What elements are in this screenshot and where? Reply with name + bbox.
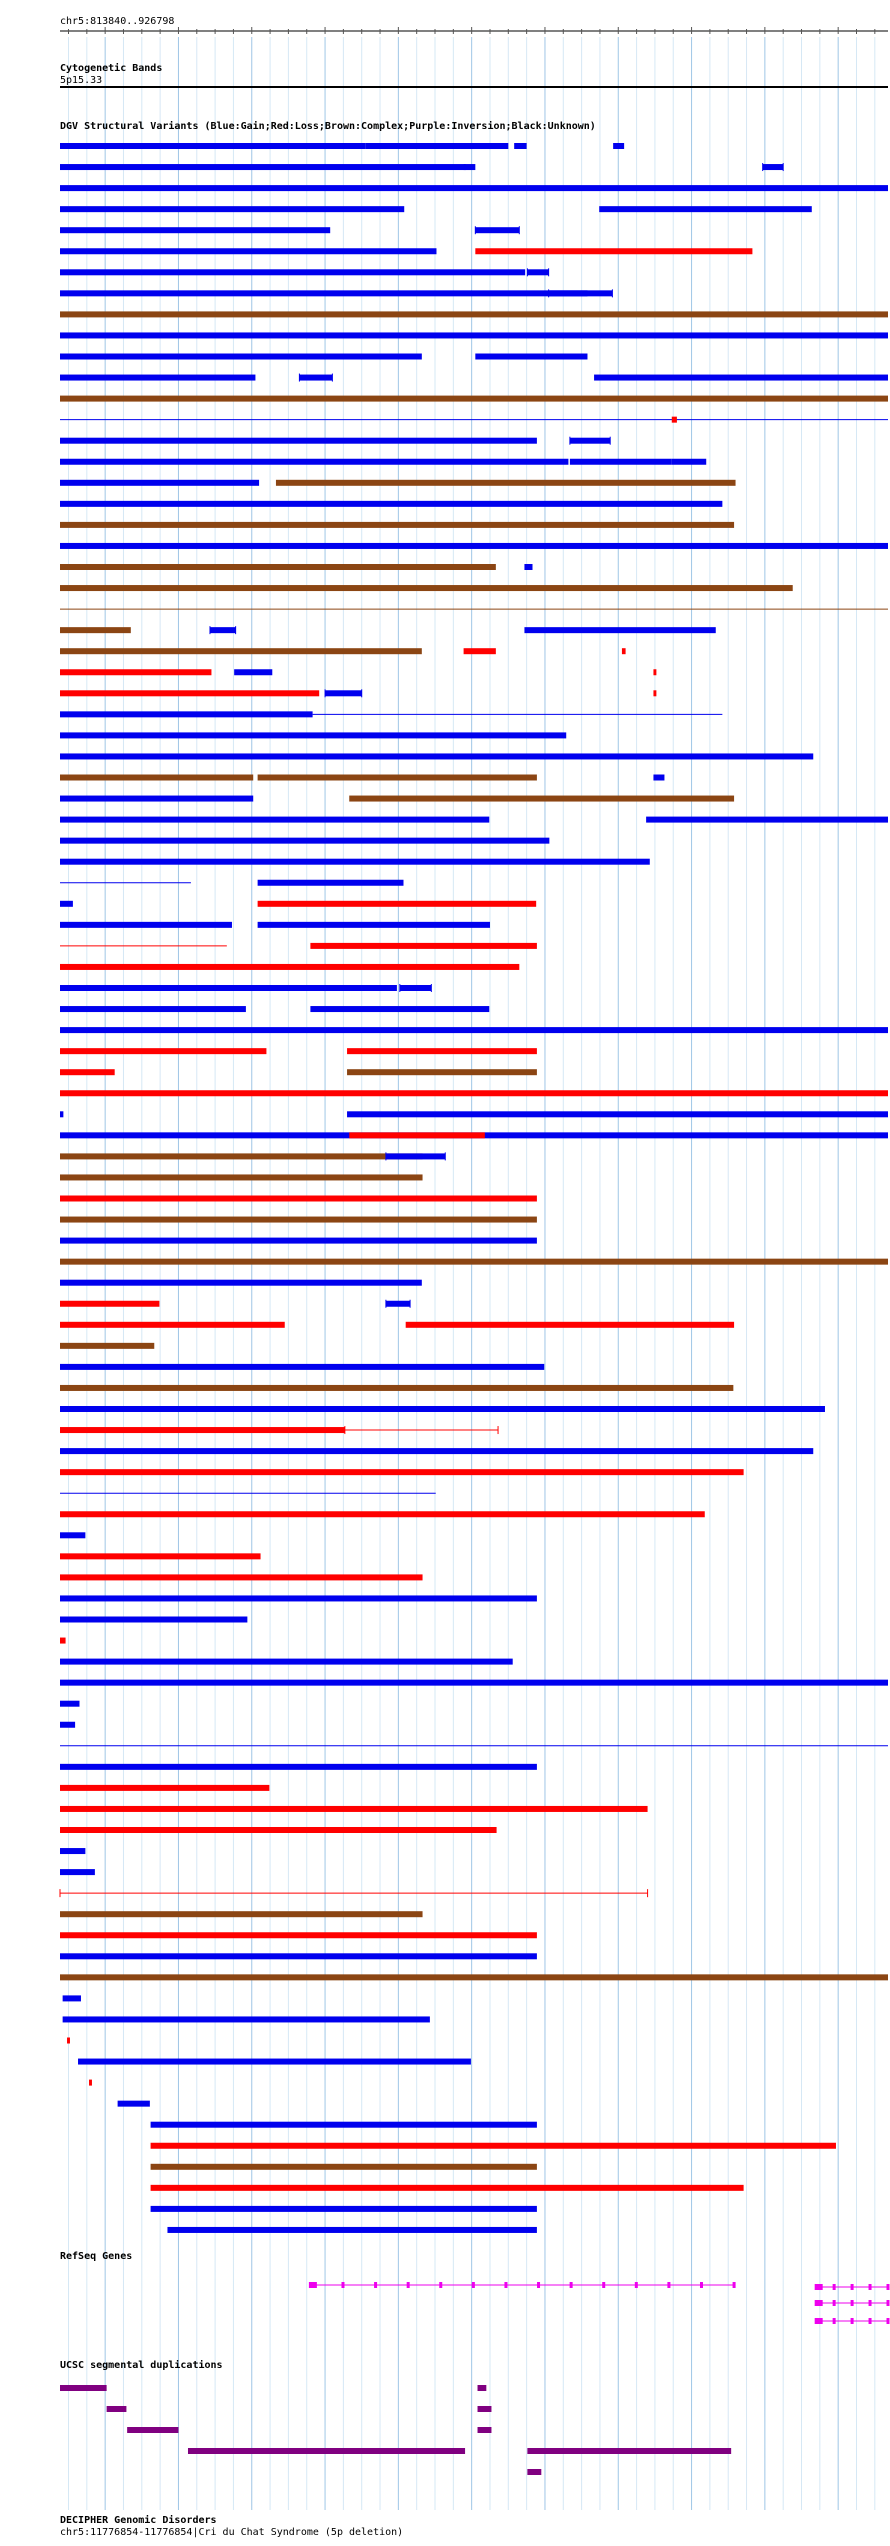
gene-exon	[833, 2300, 836, 2306]
sv-bar	[60, 1953, 537, 1959]
sv-bar	[60, 690, 319, 696]
gene-exon	[815, 2284, 823, 2290]
sv-bar	[60, 1343, 154, 1349]
track-title-refseq: RefSeq Genes	[60, 2251, 133, 2262]
sv-bar	[475, 248, 752, 254]
track-segdup	[60, 2359, 731, 2475]
gene-exon	[407, 2282, 410, 2288]
segdup-bar	[478, 2385, 487, 2391]
sv-bar	[60, 438, 537, 444]
sv-bar	[60, 901, 73, 907]
sv-bar	[60, 1806, 648, 1812]
gene-exon	[833, 2284, 836, 2290]
sv-bar	[63, 2016, 430, 2022]
gene-exon	[887, 2300, 890, 2306]
gene-exon	[851, 2318, 854, 2324]
track-title-decipher: DECIPHER Genomic Disorders	[60, 2515, 217, 2526]
segdup-bar	[478, 2427, 492, 2433]
segdup-bar	[527, 2469, 541, 2475]
segdup-bar	[478, 2406, 492, 2412]
gene-exon	[887, 2284, 890, 2290]
gene-exon	[374, 2282, 377, 2288]
gene-exon	[472, 2282, 475, 2288]
sv-bar	[60, 711, 313, 717]
sv-bar	[60, 964, 519, 970]
sv-bar	[60, 269, 525, 275]
sv-bar	[570, 459, 672, 465]
sv-bar	[60, 1238, 537, 1244]
gene-exon	[667, 2282, 670, 2288]
sv-bar	[310, 1006, 489, 1012]
sv-bar	[60, 1785, 269, 1791]
sv-bar	[60, 1448, 813, 1454]
sv-bar	[570, 438, 610, 444]
sv-bar	[60, 1701, 79, 1707]
sv-bar	[60, 375, 255, 381]
sv-bar	[60, 1069, 115, 1075]
decipher-label: chr5:11776854-11776854|Cri du Chat Syndrome (5p deletion)	[60, 2527, 404, 2538]
sv-bar	[60, 1385, 733, 1391]
sv-bar	[60, 985, 397, 991]
gene-exon	[341, 2282, 344, 2288]
sv-bar	[60, 1974, 888, 1980]
gene-exon	[602, 2282, 605, 2288]
gene-exon	[815, 2318, 823, 2324]
sv-bar	[151, 2122, 537, 2128]
sv-bar	[60, 290, 587, 296]
sv-bar	[349, 1132, 485, 1138]
gene-exon	[815, 2300, 823, 2306]
sv-bar	[60, 585, 793, 591]
sv-bar	[60, 459, 568, 465]
sv-bar	[151, 2143, 836, 2149]
sv-bar	[60, 480, 259, 486]
sv-bar	[60, 1048, 266, 1054]
sv-bar	[325, 690, 362, 696]
sv-bar	[60, 627, 131, 633]
sv-bar	[60, 1280, 422, 1286]
gene-exon	[700, 2282, 703, 2288]
sv-bar	[60, 1196, 537, 1202]
gene-exon	[570, 2282, 573, 2288]
track-cytoband	[60, 62, 888, 88]
track-decipher	[60, 2514, 403, 2538]
sv-bar	[60, 1680, 888, 1686]
sv-bar	[60, 1659, 513, 1665]
sv-bar	[347, 1111, 888, 1117]
sv-bar	[406, 1322, 734, 1328]
sv-bar	[514, 143, 526, 149]
sv-bar	[89, 2080, 92, 2086]
sv-bar	[151, 2164, 537, 2170]
sv-bar	[60, 1574, 423, 1580]
grid-lines	[69, 37, 875, 2510]
gene-exon	[439, 2282, 442, 2288]
gene-exon	[733, 2282, 736, 2288]
sv-bar	[60, 1827, 497, 1833]
sv-bar	[60, 1322, 285, 1328]
sv-bar	[763, 164, 784, 170]
sv-bar	[60, 922, 232, 928]
sv-bar	[60, 1090, 888, 1096]
sv-bar	[60, 1932, 537, 1938]
sv-bar	[60, 522, 734, 528]
sv-bar	[258, 922, 490, 928]
sv-bar	[63, 1995, 81, 2001]
sv-bar	[60, 564, 496, 570]
sv-bar	[622, 648, 626, 654]
gene-exon	[869, 2300, 872, 2306]
sv-bar	[60, 396, 888, 402]
sv-bar	[60, 1511, 705, 1517]
sv-bar	[653, 775, 664, 781]
sv-bar	[594, 375, 888, 381]
sv-bar	[167, 2227, 536, 2233]
track-title-segdup: UCSC segmental duplications	[60, 2360, 223, 2371]
sv-bar	[365, 143, 508, 149]
sv-bar	[386, 1301, 410, 1307]
sv-bar	[524, 564, 532, 570]
sv-bar	[60, 1027, 888, 1033]
sv-bar	[60, 753, 813, 759]
sv-bar	[60, 1469, 744, 1475]
sv-bar	[475, 227, 519, 233]
gene-exon	[851, 2300, 854, 2306]
position-readout: chr5:813840..926798	[60, 16, 175, 27]
sv-bar	[347, 1048, 537, 1054]
sv-bar	[386, 1153, 445, 1159]
gene-exon	[887, 2318, 890, 2324]
sv-bar	[60, 332, 888, 338]
sv-bar	[613, 143, 624, 149]
sv-bar	[60, 1174, 423, 1180]
sv-bar	[60, 143, 365, 149]
sv-bar	[67, 2038, 70, 2044]
segdup-bar	[188, 2448, 465, 2454]
cytoband-bar	[60, 86, 888, 88]
sv-bar	[60, 1217, 537, 1223]
sv-bar	[60, 859, 650, 865]
sv-bar	[599, 206, 812, 212]
sv-bar	[60, 1427, 345, 1433]
sv-bar	[60, 501, 722, 507]
sv-bar	[258, 880, 404, 886]
sv-bar	[464, 648, 496, 654]
sv-bar	[60, 817, 489, 823]
sv-bar	[653, 669, 656, 675]
sv-bar	[60, 1617, 247, 1623]
sv-bar	[400, 985, 432, 991]
sv-bar	[60, 1595, 537, 1601]
gene-exon	[309, 2282, 317, 2288]
sv-bar	[210, 627, 236, 633]
sv-bar	[60, 1764, 537, 1770]
sv-bar	[60, 206, 404, 212]
sv-bar	[60, 1869, 95, 1875]
track-dgv	[60, 143, 888, 2233]
sv-bar	[60, 227, 330, 233]
sv-bar	[60, 1153, 423, 1159]
ruler	[60, 16, 888, 34]
sv-bar	[60, 1259, 888, 1265]
segdup-bar	[107, 2406, 127, 2412]
sv-bar	[60, 1553, 261, 1559]
sv-bar	[60, 1848, 85, 1854]
sv-bar	[349, 796, 734, 802]
sv-bar	[527, 269, 548, 275]
sv-bar	[549, 290, 613, 296]
sv-bar	[653, 690, 656, 696]
sv-bar	[60, 1638, 66, 1644]
sv-bar	[60, 775, 253, 781]
sv-bar	[258, 775, 537, 781]
sv-bar	[60, 732, 566, 738]
gene-exon	[869, 2284, 872, 2290]
sv-bar	[60, 164, 466, 170]
sv-bar	[276, 480, 736, 486]
sv-bar	[234, 669, 272, 675]
sv-bar	[310, 943, 537, 949]
sv-bar	[60, 838, 549, 844]
sv-bar	[60, 543, 888, 549]
sv-bar	[524, 627, 715, 633]
sv-bar	[60, 1722, 75, 1728]
sv-bar	[60, 648, 422, 654]
sv-bar	[60, 669, 211, 675]
sv-bar	[258, 901, 537, 907]
sv-bar	[60, 311, 888, 317]
sv-bar	[60, 1364, 544, 1370]
sv-bar	[60, 248, 436, 254]
gene-exon	[833, 2318, 836, 2324]
gene-exon	[635, 2282, 638, 2288]
sv-bar	[60, 1532, 85, 1538]
sv-bar	[60, 354, 422, 360]
sv-bar	[151, 2185, 744, 2191]
sv-bar	[60, 1111, 63, 1117]
sv-bar	[672, 459, 706, 465]
gene-exon	[869, 2318, 872, 2324]
gene-exon	[504, 2282, 507, 2288]
track-title-cytoband: Cytogenetic Bands	[60, 63, 163, 74]
gene-exon	[537, 2282, 540, 2288]
sv-bar	[672, 417, 677, 423]
cytoband-label: 5p15.33	[60, 75, 103, 86]
sv-bar	[60, 796, 253, 802]
gene-exon	[851, 2284, 854, 2290]
segdup-bar	[127, 2427, 178, 2433]
sv-bar	[60, 185, 888, 191]
sv-bar	[646, 817, 888, 823]
sv-bar	[60, 1006, 246, 1012]
sv-bar	[78, 2059, 471, 2065]
track-title-dgv: DGV Structural Variants (Blue:Gain;Red:Loss;Brown:Complex;Purple:Inversion;Black:Unknown)	[60, 121, 596, 132]
sv-bar	[151, 2206, 537, 2212]
sv-bar	[464, 164, 476, 170]
sv-bar	[60, 1911, 423, 1917]
sv-bar	[118, 2101, 150, 2107]
sv-bar	[60, 1301, 159, 1307]
sv-bar	[475, 354, 587, 360]
sv-bar	[299, 375, 332, 381]
sv-bar	[347, 1069, 537, 1075]
sv-bar	[60, 1406, 825, 1412]
segdup-bar	[527, 2448, 731, 2454]
segdup-bar	[60, 2385, 107, 2391]
